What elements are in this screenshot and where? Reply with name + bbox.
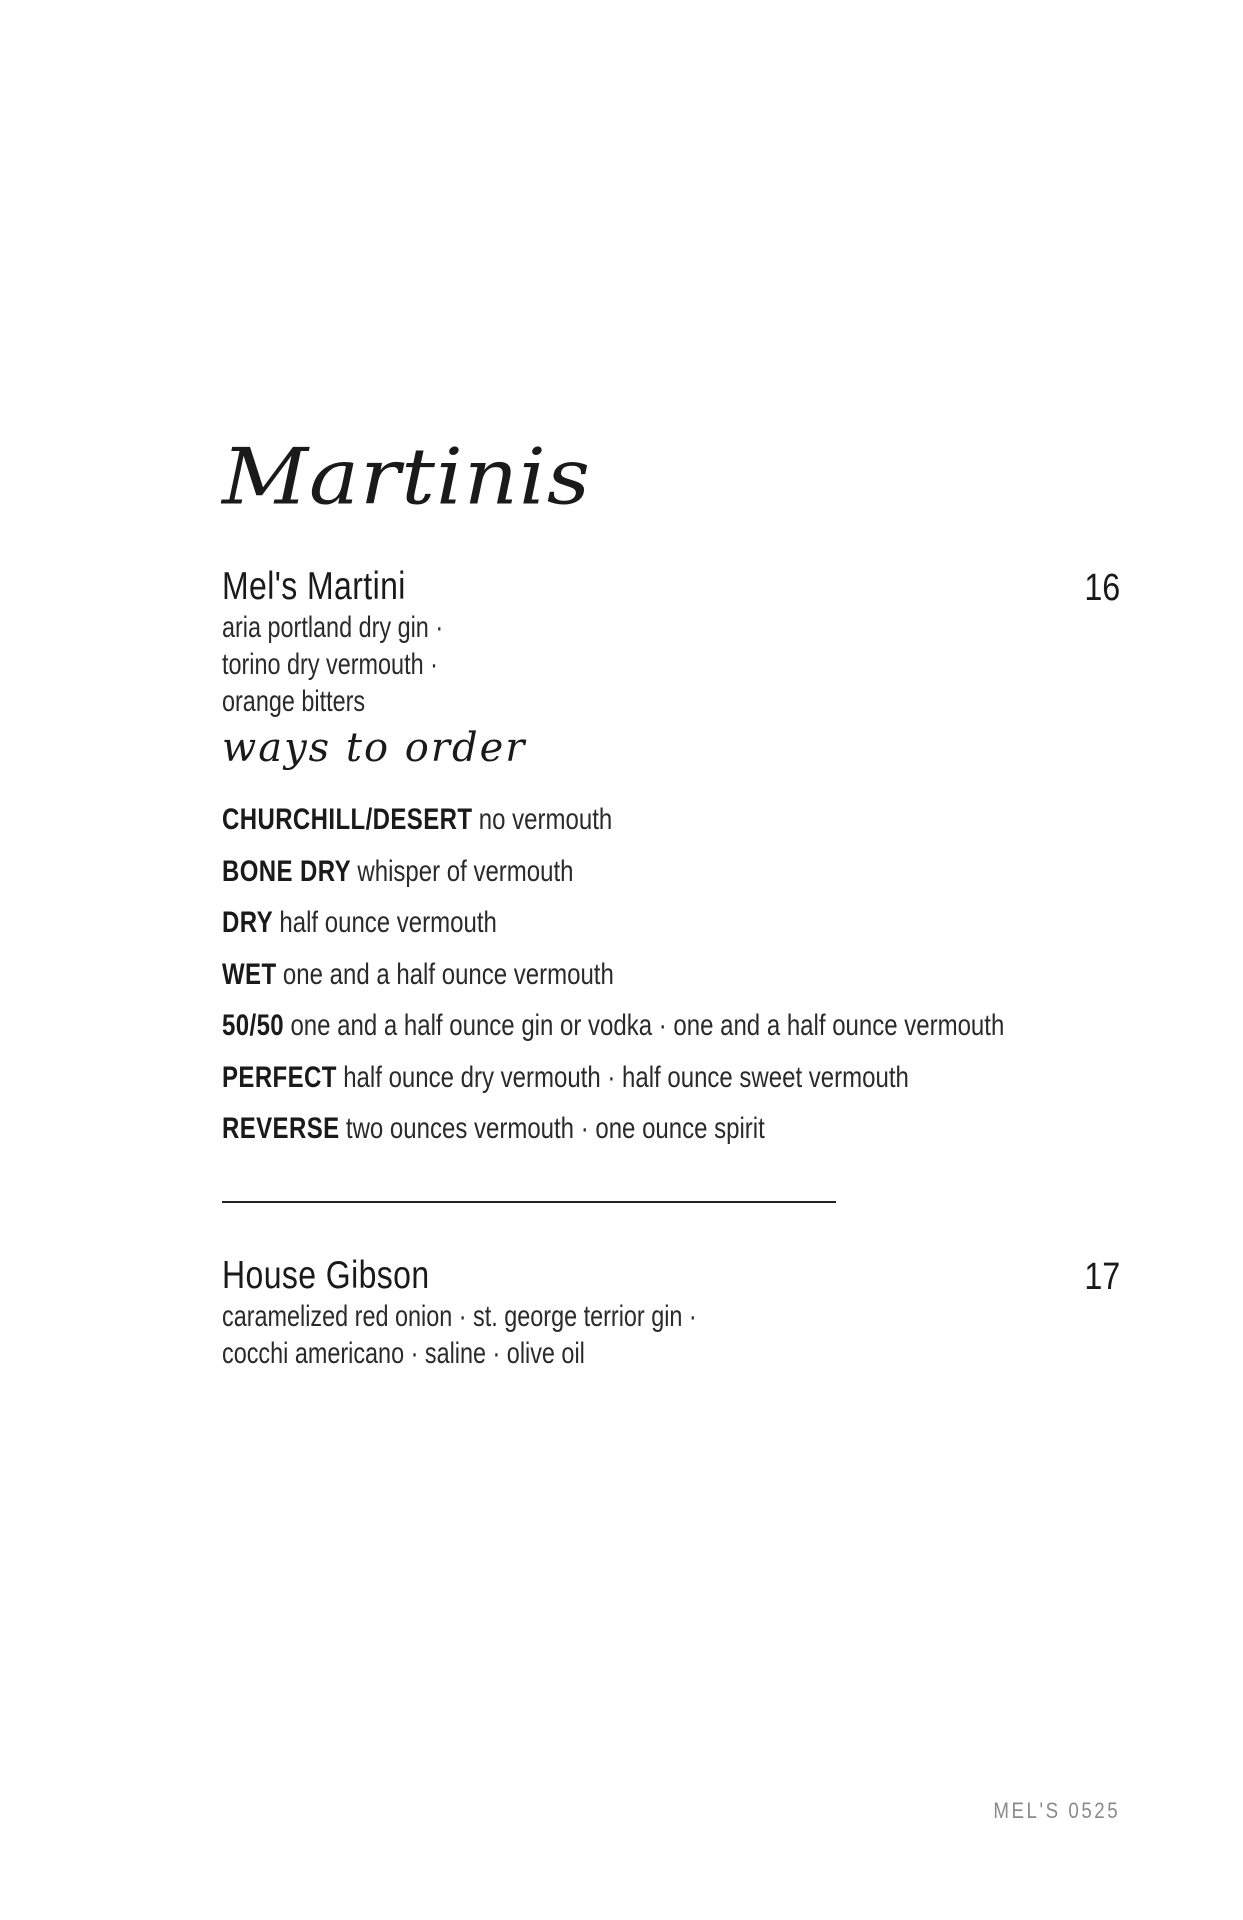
description-line: cocchi americano · saline · olive oil [222,1337,585,1370]
order-option [222,1109,1004,1161]
menu-item-description [222,1298,697,1372]
order-option [222,955,1004,1007]
order-option-value: one and a half ounce gin or vodka · one and a half ounce vermouth [290,1009,1005,1042]
ways-to-order-list [222,800,1200,1161]
order-option-value: half ounce vermouth [279,906,497,939]
order-option-key: CHURCHILL/DESERT [222,803,473,836]
order-option-key: REVERSE [222,1112,340,1145]
section-title: Martinis [222,431,591,522]
description-line: torino dry vermouth · [222,648,438,681]
order-option [222,800,1004,852]
menu-item-price: 17 [1084,1256,1120,1298]
description-line: aria portland dry gin · [222,611,444,644]
order-option [222,1058,1004,1110]
order-option-value: whisper of vermouth [357,854,574,888]
order-option-value: half ounce dry vermouth · half ounce sweet vermouth [343,1060,909,1094]
order-option-key: DRY [222,906,273,939]
order-option [222,903,1004,955]
order-option-key: PERFECT [222,1060,337,1094]
order-option [222,852,1004,904]
menu-item-description [222,609,443,720]
menu-item-name: House Gibson [222,1254,430,1297]
description-line: caramelized red onion · st. george terrior gin · [222,1300,697,1333]
order-option-value: one and a half ounce vermouth [282,957,614,991]
order-option [222,1006,1004,1058]
order-option-value: two ounces vermouth · one ounce spirit [345,1112,765,1145]
footer-code: MEL'S 0525 [993,1798,1120,1823]
order-option-key: BONE DRY [222,854,351,888]
menu-item-name: Mel's Martini [222,565,406,608]
section-divider [222,1201,836,1203]
order-option-key: 50/50 [222,1009,285,1042]
order-option-key: WET [222,957,277,991]
ways-to-order-title: ways to order [222,725,527,771]
order-option-value: no vermouth [478,803,613,836]
description-line: orange bitters [222,685,366,718]
menu-item-price: 16 [1084,567,1120,609]
